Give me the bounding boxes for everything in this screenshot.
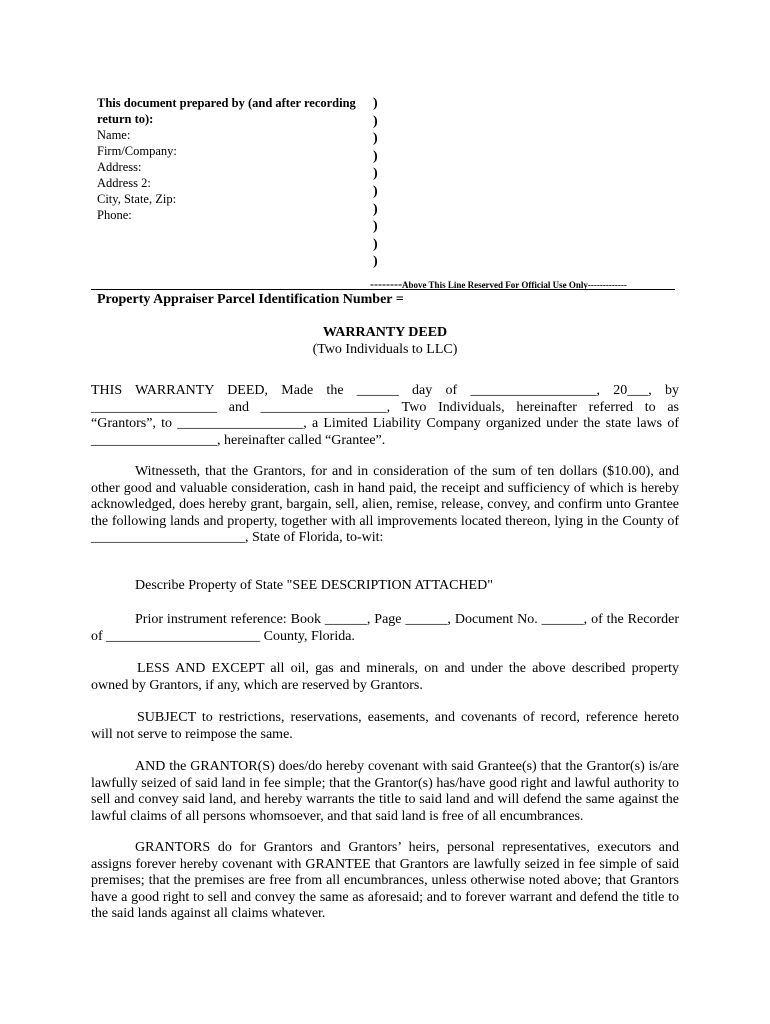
field-name-label: Name: [97,128,131,142]
document-subtitle: (Two Individuals to LLC) [312,342,458,357]
field-firm-label: Firm/Company: [97,144,177,158]
paren-column [373,95,378,271]
official-use-text: Above This Line Reserved For Official Use Only [401,280,588,290]
field-address-label: Address: [97,160,142,174]
paragraph-subject-to: SUBJECT to restrictions, reservations, easements, and covenants of record, reference hereto will not serve to reimpose the same. [91,710,679,742]
prepared-by-label: This document prepared by (and after recording return to): [97,96,356,126]
paragraph-witnesseth: Witnesseth, that the Grantors, for and in consideration of the sum of ten dollars ($10.00), and other good and valuable consideration, cash in hand paid, the receipt and sufficiency of which is hereby acknowledged, does hereby grant, bargain, sell, alien, remise, release, convey, and confirm unto Grantee the following lands and property, together with all improvements located thereon, lying in the County of ______________________, State of Florida, to-wit: [91,464,679,546]
paragraph-grantors-heirs: GRANTORS do for Grantors and Grantors’ heirs, personal representatives, executors and assigns forever hereby covenant with GRANTEE that Grantors are lawfully seized in fee simple of said premises; that the premises are free from all encumbrances, unless otherwise noted above; that Grantors have a good right to sell and convey the same as aforesaid; and to forever warrant and defend the title to the said lands against all claims whatever. [91,840,679,922]
official-use-dashes-left: -------- [370,277,402,291]
official-use-dashes-right: ------------- [587,280,627,290]
paren: ) [373,254,378,270]
paragraph-describe-property: Describe Property of State "SEE DESCRIPTION ATTACHED" [135,578,493,593]
field-address2-label: Address 2: [97,176,151,190]
paren: ) [373,236,378,252]
paren: ) [373,113,378,129]
prepared-by-block [97,95,372,223]
paren: ) [373,148,378,164]
paren: ) [373,183,378,199]
paren: ) [373,96,378,111]
official-use-divider [91,289,675,290]
field-phone-label: Phone: [97,208,132,222]
paragraph-this-deed: THIS WARRANTY DEED, Made the ______ day of __________________, 20___, by __________________ and __________________, Two Individuals, hereinafter referred to as “Grantors”, to __________________, a Limited Liability Company organized under the state laws of __________________, hereinafter called “Grantee”. [91,383,679,448]
parcel-id-label: Property Appraiser Parcel Identification Number = [97,292,404,307]
paragraph-less-and-except: LESS AND EXCEPT all oil, gas and minerals, on and under the above described property owned by Grantors, if any, which are reserved by Grantors. [91,661,679,693]
paragraph-grantor-covenant: AND the GRANTOR(S) does/do hereby covenant with said Grantee(s) that the Grantor(s) is/are lawfully seized of said land in fee simple; that the Grantor(s) has/have good right and lawful authority to sell and convey said land, and hereby warrants the title to said land and will defend the same against the lawful claims of all persons whomsoever, and that said land is free of all encumbrances. [91,759,679,824]
paragraph-prior-instrument: Prior instrument reference: Book ______, Page ______, Document No. ______, of the Recorder of ______________________ County, Florida. [91,612,679,644]
paren: ) [373,201,378,217]
document-title: WARRANTY DEED [322,325,448,340]
paren: ) [373,131,378,147]
paren: ) [373,219,378,235]
paren: ) [373,166,378,182]
field-city-state-zip-label: City, State, Zip: [97,192,177,206]
